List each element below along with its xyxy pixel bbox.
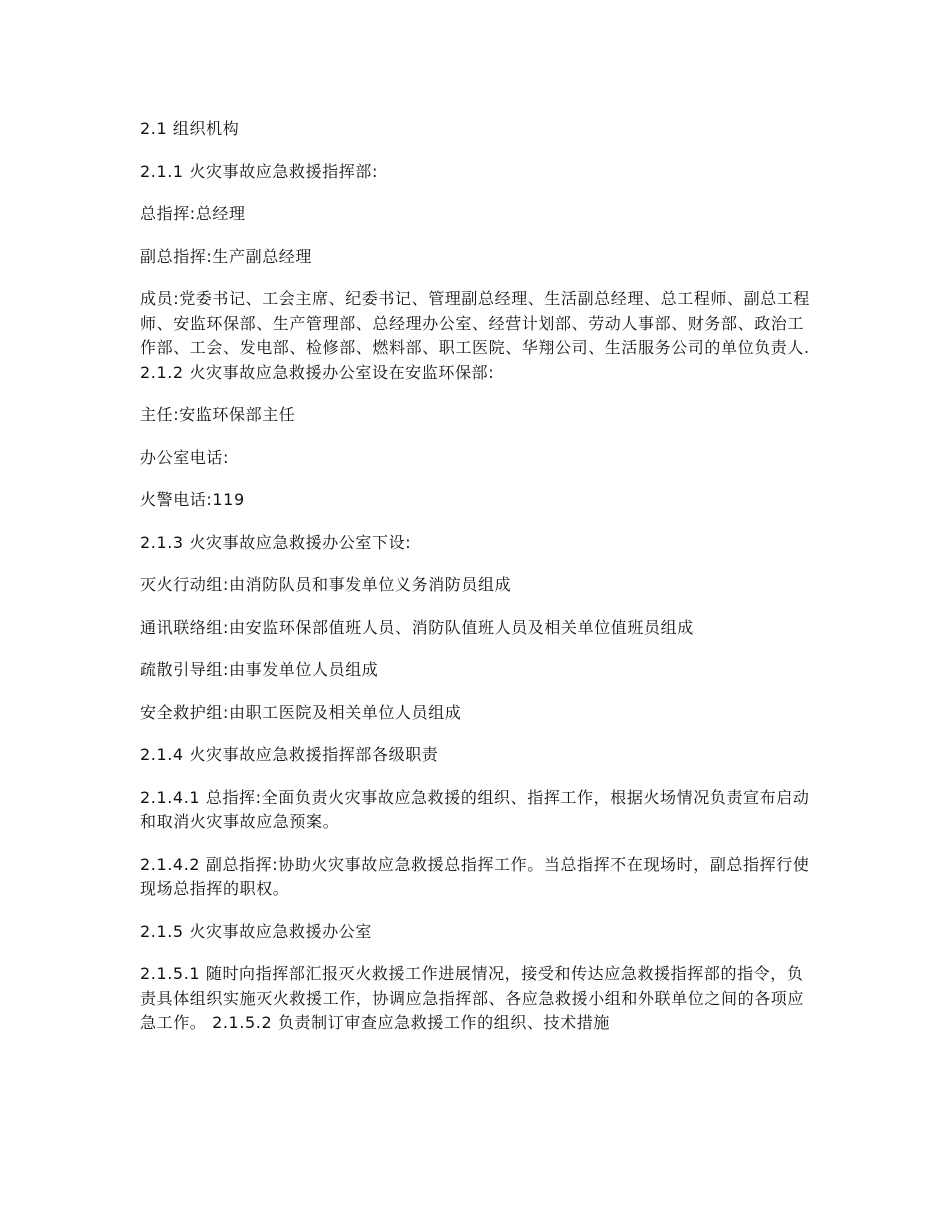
duty-2-1-4-2: 2.1.4.2 副总指挥:协助火灾事故应急救援总指挥工作。当总指挥不在现场时，副总指挥行使现场总指挥的职权。	[140, 854, 810, 898]
section-heading-2-1: 2.1 组织机构	[140, 119, 240, 138]
section-heading-2-1-5: 2.1.5 火灾事故应急救援办公室	[140, 921, 372, 941]
firefighting-group-line: 灭火行动组:由消防队员和事发单位义务消防员组成	[140, 575, 512, 594]
document-page	[140, 117, 812, 1054]
evacuation-group-line: 疏散引导组:由事发单位人员组成	[140, 660, 379, 679]
office-phone-line: 办公室电话:	[140, 447, 229, 467]
section-heading-2-1-4: 2.1.4 火灾事故应急救援指挥部各级职责	[140, 745, 439, 764]
rescue-group-line: 安全救护组:由职工医院及相关单位人员组成	[140, 702, 462, 722]
members-paragraph: 成员:党委书记、工会主席、纪委书记、管理副总经理、生活副总经理、总工程师、副总工程师、安监环保部、生产管理部、总经理办公室、经营计划部、劳动人事部、财务部、政治工作部、工会、发电部、检修部、燃料部、职工医院、华翔公司、生活服务公司的单位负责人. 2.1.2 火灾事故应急救援办公室设在安监环保部:	[140, 289, 810, 382]
commander-line: 总指挥:总经理	[140, 204, 246, 223]
communication-group-line: 通讯联络组:由安监环保部值班人员、消防队值班人员及相关单位值班员组成	[140, 617, 694, 637]
fire-phone-line: 火警电话:119	[140, 490, 245, 509]
director-line: 主任:安监环保部主任	[140, 405, 296, 424]
deputy-commander-line: 副总指挥:生产副总经理	[140, 246, 312, 266]
duty-2-1-5-1: 2.1.5.1 随时向指挥部汇报灭火救援工作进展情况，接受和传达应急救援指挥部的指令，负责具体组织实施灭火救援工作，协调应急指挥部、各应急救援小组和外联单位之间的各项应急工作。 2.1.5.2 负责制订审查应急救援工作的组织、技术措施	[140, 964, 805, 1032]
section-heading-2-1-1: 2.1.1 火灾事故应急救援指挥部:	[140, 161, 378, 181]
duty-2-1-4-1: 2.1.4.1 总指挥:全面负责火灾事故应急救援的组织、指挥工作，根据火场情况负责宣布启动和取消火灾事故应急预案。	[140, 787, 810, 831]
section-heading-2-1-3: 2.1.3 火灾事故应急救援办公室下设:	[140, 532, 412, 552]
